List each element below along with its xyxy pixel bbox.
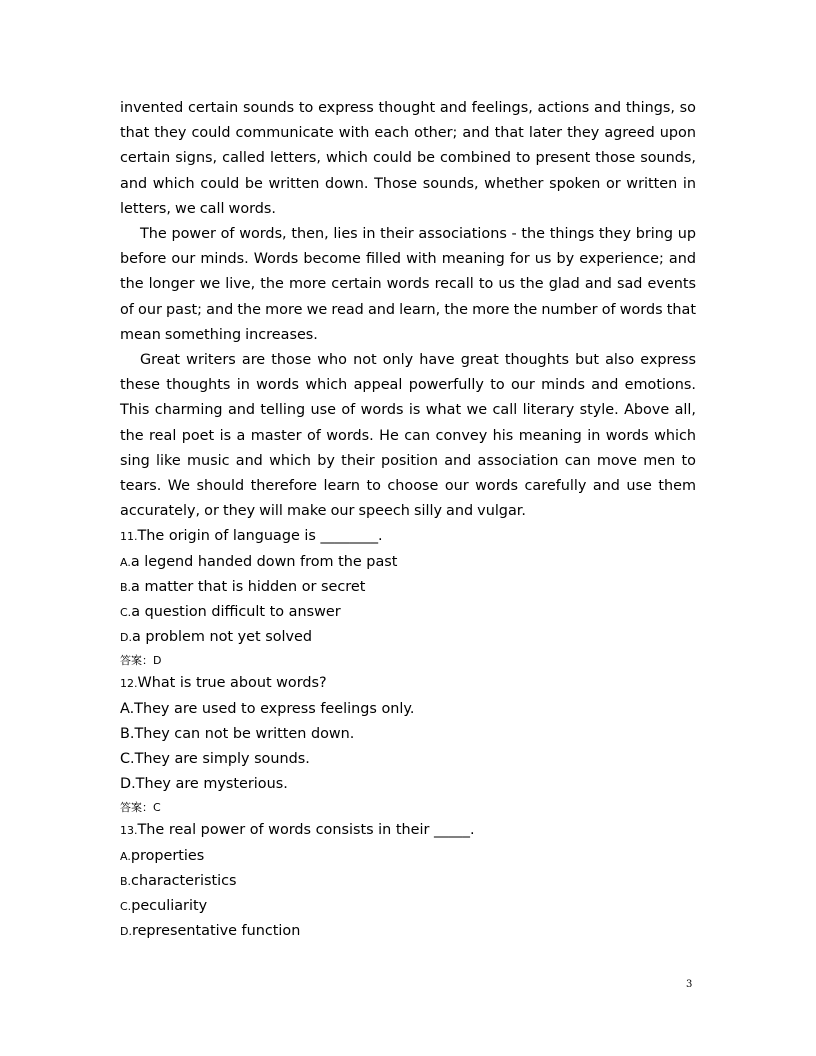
option-label: B. bbox=[120, 874, 132, 888]
question-number: 13. bbox=[120, 824, 138, 838]
option-a bbox=[120, 844, 696, 869]
option-b bbox=[120, 869, 696, 894]
option-d bbox=[120, 919, 696, 944]
option-text: They are used to express feelings only. bbox=[134, 700, 415, 717]
question-stem bbox=[120, 671, 696, 696]
option-label: D. bbox=[120, 631, 132, 645]
option-text: a problem not yet solved bbox=[131, 629, 313, 646]
option-d bbox=[120, 772, 696, 797]
question-stem bbox=[120, 524, 696, 549]
option-text: representative function bbox=[131, 923, 301, 940]
question-13 bbox=[120, 818, 696, 944]
option-text: They can not be written down. bbox=[134, 725, 355, 742]
option-label: B. bbox=[120, 725, 135, 742]
question-12 bbox=[120, 671, 696, 818]
passage-paragraph-1: invented certain sounds to express thought and feelings, actions and things, so that they could communicate with each other; and that later they agreed upon certain signs, called letters, which could be combined to present those sounds, and which could be written down. Those sounds, whether spoken or written in letters, we call words. bbox=[120, 100, 696, 217]
passage-paragraph-2: The power of words, then, lies in their associations - the things they bring up before our minds. Words become filled with meaning for us by experience; and the longer we live, the more certain words recall to us the glad and sad events of our past; and the more we read and learn, the more the number of words that mean something increases. bbox=[120, 226, 696, 343]
option-a bbox=[120, 550, 696, 575]
page-number: 3 bbox=[686, 979, 693, 990]
answer-line: 答案：C bbox=[120, 801, 161, 815]
option-label: C. bbox=[120, 751, 135, 768]
option-text: peculiarity bbox=[131, 898, 208, 915]
option-text: They are mysterious. bbox=[135, 776, 288, 793]
option-label: D. bbox=[120, 925, 132, 939]
question-11 bbox=[120, 524, 696, 671]
question-stem bbox=[120, 818, 696, 843]
option-text: They are simply sounds. bbox=[134, 751, 310, 768]
option-text: properties bbox=[130, 847, 205, 864]
question-text: The real power of words consists in their _____. bbox=[137, 822, 475, 839]
option-d bbox=[120, 625, 696, 650]
option-label: C. bbox=[120, 606, 132, 620]
question-text: What is true about words? bbox=[137, 675, 327, 692]
option-label: D. bbox=[120, 776, 136, 793]
document-body bbox=[120, 96, 696, 945]
option-c bbox=[120, 747, 696, 772]
option-b bbox=[120, 722, 696, 747]
passage-paragraph-3: Great writers are those who not only have great thoughts but also express these thoughts in words which appeal powerfully to our minds and emotions. This charming and telling use of words is what we call literary style. Above all, the real poet is a master of words. He can convey his meaning in words which sing like music and which by their position and association can move men to tears. We should therefore learn to choose our words carefully and use them accurately, or they will make our speech silly and vulgar. bbox=[120, 352, 696, 520]
option-c bbox=[120, 600, 696, 625]
question-number: 12. bbox=[120, 677, 138, 691]
option-text: a question difficult to answer bbox=[131, 604, 341, 621]
option-label: B. bbox=[120, 580, 132, 594]
question-number: 11. bbox=[120, 530, 138, 544]
question-text: The origin of language is ________. bbox=[137, 528, 383, 545]
answer-line: 答案：D bbox=[120, 654, 162, 668]
option-label: A. bbox=[120, 555, 131, 569]
option-label: A. bbox=[120, 849, 131, 863]
option-text: a matter that is hidden or secret bbox=[131, 578, 366, 595]
option-a bbox=[120, 697, 696, 722]
option-c bbox=[120, 894, 696, 919]
option-label: A. bbox=[120, 700, 135, 717]
option-text: a legend handed down from the past bbox=[130, 553, 398, 570]
option-label: C. bbox=[120, 900, 132, 914]
option-b bbox=[120, 575, 696, 600]
option-text: characteristics bbox=[131, 872, 237, 889]
